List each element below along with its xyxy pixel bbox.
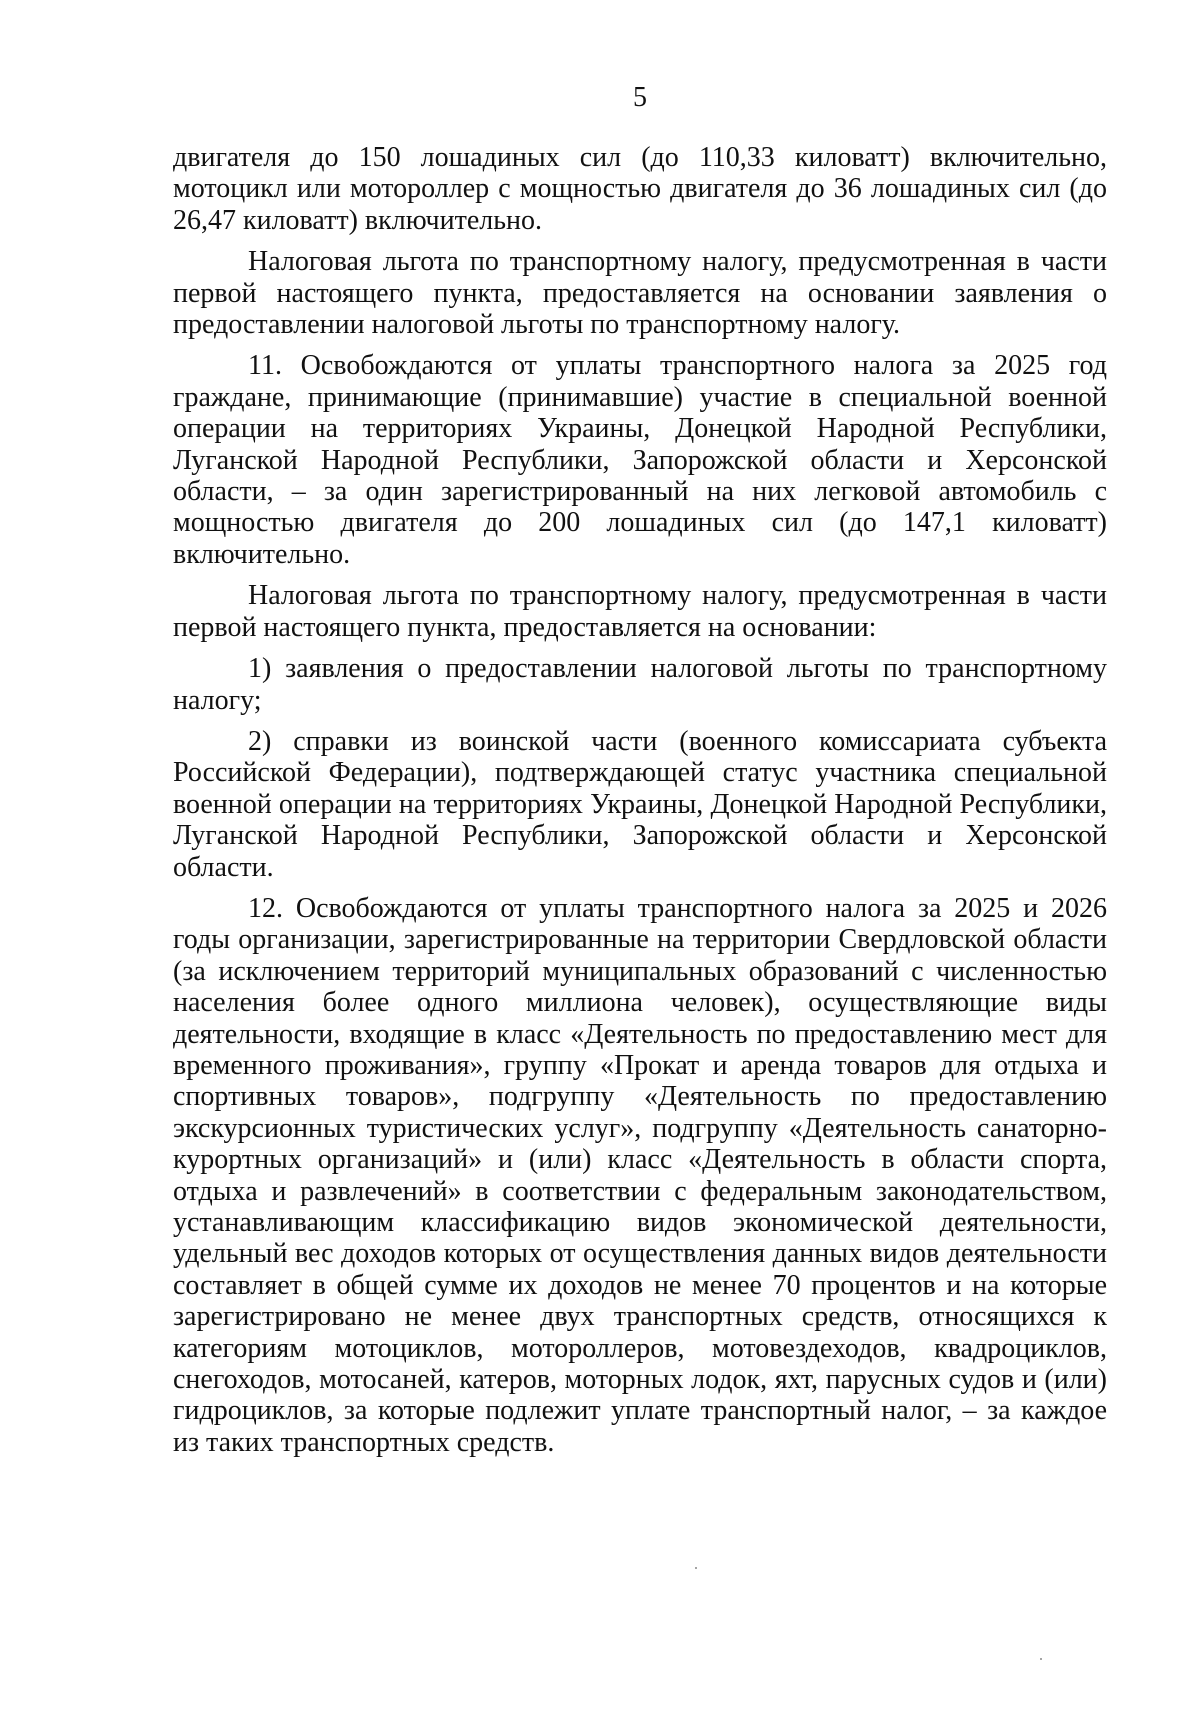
document-body (173, 142, 1107, 1468)
paragraph-benefit-basis-list-intro: Налоговая льгота по транспортному налогу, предусмотренная в части первой настоящего пункта, предоставляется на основании: (173, 580, 1107, 643)
paragraph-item-11: 11. Освобождаются от уплаты транспортного налога за 2025 год граждане, принимающие (принимавшие) участие в специальной военной операции на территориях Украины, Донецкой Народной Республики, Луганской Народной Республики, Запорожской области и Херсонской области, – за один зарегистрированный на них легковой автомобиль с мощностью двигателя до 200 лошадиных сил (до 147,1 киловатт) включительно. (173, 350, 1107, 570)
scan-speck (695, 1567, 697, 1569)
paragraph-engine-power-continuation: двигателя до 150 лошадиных сил (до 110,33 киловатт) включительно, мотоцикл или мотороллер с мощностью двигателя до 36 лошадиных сил (до 26,47 киловатт) включительно. (173, 142, 1107, 236)
paragraph-benefit-basis: Налоговая льгота по транспортному налогу, предусмотренная в части первой настоящего пункта, предоставляется на основании заявления о предоставлении налоговой льготы по транспортному налогу. (173, 246, 1107, 341)
list-item-2-certificate: 2) справки из воинской части (военного комиссариата субъекта Российской Федерации), подтверждающей статус участника специальной военной операции на территориях Украины, Донецкой Народной Республики, Луганской Народной Республики, Запорожской области и Херсонской области. (173, 725, 1107, 883)
list-item-1-application: 1) заявления о предоставлении налоговой льготы по транспортному налогу; (173, 653, 1107, 716)
scan-speck (1040, 1658, 1042, 1660)
page-number: 5 (633, 82, 647, 113)
paragraph-item-12: 12. Освобождаются от уплаты транспортного налога за 2025 и 2026 годы организации, зарегистрированные на территории Свердловской области (за исключением территорий муниципальных образований с численностью населения более одного миллиона человек), осуществляющие виды деятельности, входящие в класс «Деятельность по предоставлению мест для временного проживания», группу «Прокат и аренда товаров для отдыха и спортивных товаров», подгруппу «Деятельность по предоставлению экскурсионных туристических услуг», подгруппу «Деятельность санаторно-курортных организаций» и (или) класс «Деятельность в области спорта, отдыха и развлечений» в соответствии с федеральным законодательством, устанавливающим классификацию видов экономической деятельности, удельный вес доходов которых от осуществления данных видов деятельности составляет в общей сумме их доходов не менее 70 процентов и на которые зарегистрировано не менее двух транспортных средств, относящихся к категориям мотоциклов, мотороллеров, мотовездеходов, квадроциклов, снегоходов, мотосаней, катеров, моторных лодок, яхт, парусных судов и (или) гидроциклов, за которые подлежит уплате транспортный налог, – за каждое из таких транспортных средств. (173, 892, 1107, 1458)
